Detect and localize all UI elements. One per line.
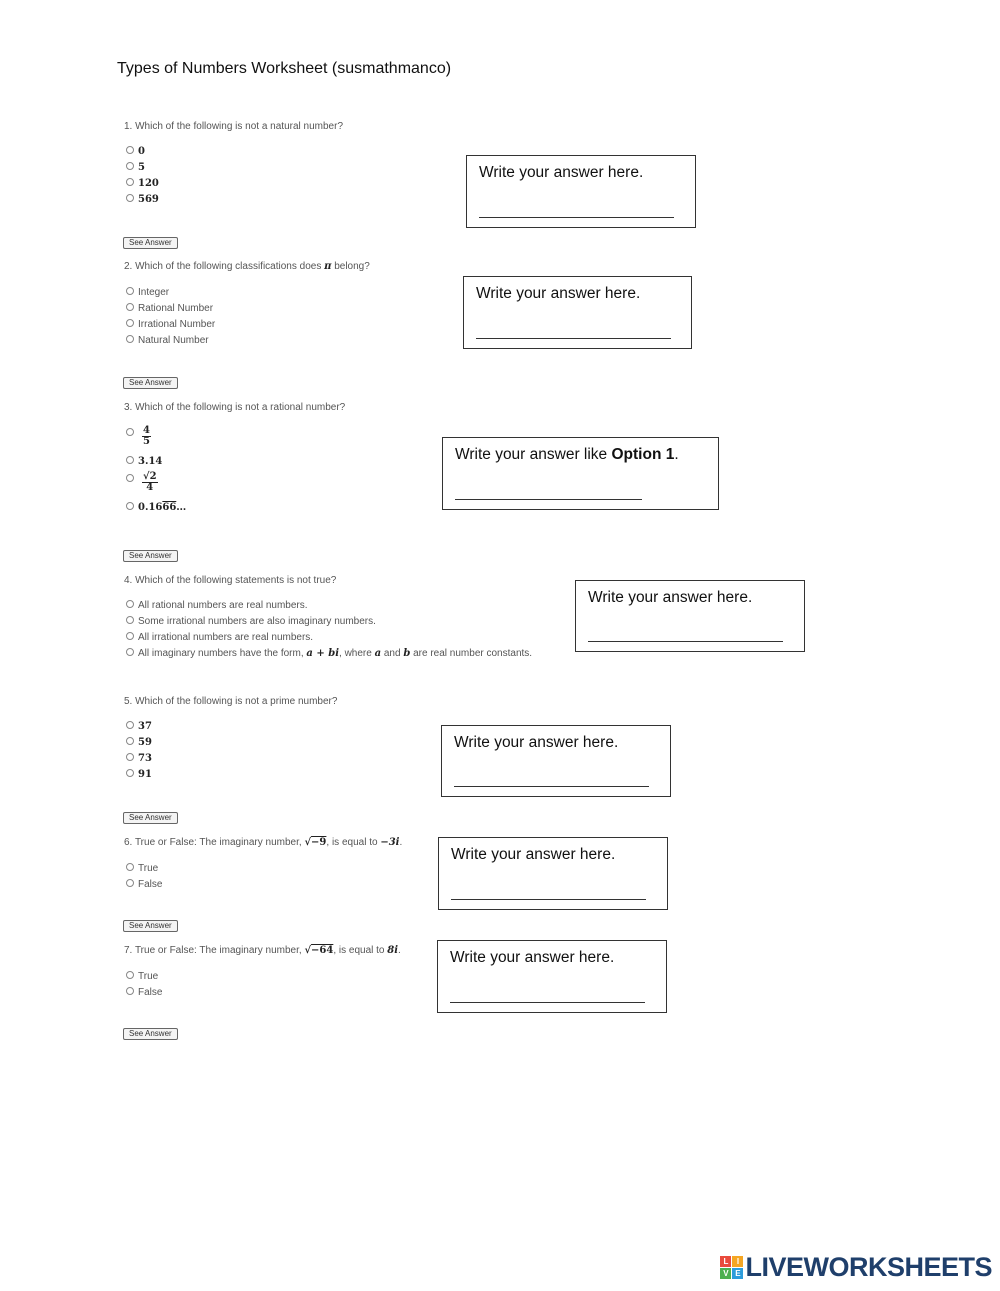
see-answer-button[interactable]: See Answer bbox=[123, 377, 178, 389]
radio-button[interactable] bbox=[126, 971, 134, 979]
option[interactable]: 5 bbox=[126, 160, 159, 176]
answer-line bbox=[476, 338, 671, 339]
answer-box-5[interactable] bbox=[441, 725, 671, 797]
radio-button[interactable] bbox=[126, 648, 134, 656]
radio-button[interactable] bbox=[126, 616, 134, 624]
question-5-text: 5. Which of the following is not a prime number? bbox=[124, 696, 338, 707]
radio-button[interactable] bbox=[126, 303, 134, 311]
worksheet-title: Types of Numbers Worksheet (susmathmanco) bbox=[117, 60, 452, 77]
radio-button[interactable] bbox=[126, 178, 134, 186]
option[interactable]: 37 bbox=[126, 719, 152, 735]
option[interactable]: 59 bbox=[126, 735, 152, 751]
liveworksheets-logo bbox=[720, 1252, 992, 1283]
radio-button[interactable] bbox=[126, 474, 134, 482]
option[interactable]: 3.14 bbox=[126, 456, 186, 472]
question-3-text: 3. Which of the following is not a rational number? bbox=[124, 402, 346, 413]
radio-button[interactable] bbox=[126, 502, 134, 510]
option[interactable]: Integer bbox=[126, 285, 215, 301]
option[interactable]: All irrational numbers are real numbers. bbox=[126, 630, 532, 646]
option[interactable]: False bbox=[126, 877, 162, 893]
radio-button[interactable] bbox=[126, 753, 134, 761]
option[interactable]: 569 bbox=[126, 192, 159, 208]
answer-prompt: Write your answer here. bbox=[588, 589, 753, 606]
option[interactable]: 120 bbox=[126, 176, 159, 192]
option[interactable]: Some irrational numbers are also imaginary numbers. bbox=[126, 614, 532, 630]
question-1-text: 1. Which of the following is not a natural number? bbox=[124, 121, 344, 132]
option[interactable]: 73 bbox=[126, 751, 152, 767]
question-4-text: 4. Which of the following statements is not true? bbox=[124, 575, 337, 586]
answer-line bbox=[450, 1002, 645, 1003]
radio-button[interactable] bbox=[126, 879, 134, 887]
option[interactable]: False bbox=[126, 985, 162, 1001]
answer-box-2[interactable] bbox=[463, 276, 692, 349]
answer-box-3[interactable] bbox=[442, 437, 719, 510]
question-1-options bbox=[126, 144, 159, 208]
answer-box-6[interactable] bbox=[438, 837, 668, 910]
question-6-text: 6. True or False: The imaginary number, √−9, is equal to −3i. bbox=[124, 837, 403, 848]
radio-button[interactable] bbox=[126, 335, 134, 343]
radio-button[interactable] bbox=[126, 146, 134, 154]
radio-button[interactable] bbox=[126, 162, 134, 170]
option[interactable]: Natural Number bbox=[126, 333, 215, 349]
see-answer-button[interactable]: See Answer bbox=[123, 237, 178, 249]
answer-box-4[interactable] bbox=[575, 580, 805, 652]
radio-button[interactable] bbox=[126, 428, 134, 436]
option[interactable]: True bbox=[126, 861, 162, 877]
option[interactable]: Rational Number bbox=[126, 301, 215, 317]
question-6-options bbox=[126, 861, 162, 893]
answer-prompt: Write your answer here. bbox=[450, 949, 615, 966]
radio-button[interactable] bbox=[126, 721, 134, 729]
answer-line bbox=[455, 499, 642, 500]
answer-prompt: Write your answer here. bbox=[479, 164, 644, 181]
radio-button[interactable] bbox=[126, 632, 134, 640]
answer-prompt: Write your answer here. bbox=[454, 734, 619, 751]
radio-button[interactable] bbox=[126, 987, 134, 995]
answer-line bbox=[588, 641, 783, 642]
option[interactable]: 91 bbox=[126, 767, 152, 783]
option[interactable]: 0 bbox=[126, 144, 159, 160]
answer-line bbox=[454, 786, 649, 787]
option[interactable]: 0.1666… bbox=[126, 502, 186, 518]
answer-prompt: Write your answer here. bbox=[476, 285, 641, 302]
answer-box-7[interactable] bbox=[437, 940, 667, 1013]
logo-text: LIVEWORKSHEETS bbox=[745, 1252, 992, 1282]
answer-line bbox=[451, 899, 646, 900]
see-answer-button[interactable]: See Answer bbox=[123, 1028, 178, 1040]
question-2-text: 2. Which of the following classifications does π belong? bbox=[124, 261, 370, 272]
logo-icon: L I V E bbox=[720, 1256, 743, 1279]
question-7-text: 7. True or False: The imaginary number, √−64, is equal to 8i. bbox=[124, 945, 401, 956]
radio-button[interactable] bbox=[126, 194, 134, 202]
question-2-options bbox=[126, 285, 215, 349]
answer-box-1[interactable] bbox=[466, 155, 696, 228]
option[interactable]: $\frac{√2}{4}$ bbox=[126, 472, 186, 502]
question-3-options bbox=[126, 426, 186, 518]
option[interactable]: All rational numbers are real numbers. bbox=[126, 598, 532, 614]
see-answer-button[interactable]: See Answer bbox=[123, 812, 178, 824]
question-5-options bbox=[126, 719, 152, 783]
radio-button[interactable] bbox=[126, 769, 134, 777]
see-answer-button[interactable]: See Answer bbox=[123, 550, 178, 562]
option[interactable]: All imaginary numbers have the form, a + bi, where a and b are real number constants. bbox=[126, 646, 532, 662]
radio-button[interactable] bbox=[126, 737, 134, 745]
radio-button[interactable] bbox=[126, 600, 134, 608]
option[interactable]: Irrational Number bbox=[126, 317, 215, 333]
option[interactable]: $\frac{4}{5}$ bbox=[126, 426, 186, 456]
see-answer-button[interactable]: See Answer bbox=[123, 920, 178, 932]
radio-button[interactable] bbox=[126, 456, 134, 464]
answer-line bbox=[479, 217, 674, 218]
answer-prompt: Write your answer like Option 1. bbox=[455, 446, 679, 463]
radio-button[interactable] bbox=[126, 319, 134, 327]
question-4-options bbox=[126, 598, 532, 662]
radio-button[interactable] bbox=[126, 287, 134, 295]
radio-button[interactable] bbox=[126, 863, 134, 871]
question-7-options bbox=[126, 969, 162, 1001]
answer-prompt: Write your answer here. bbox=[451, 846, 616, 863]
option[interactable]: True bbox=[126, 969, 162, 985]
